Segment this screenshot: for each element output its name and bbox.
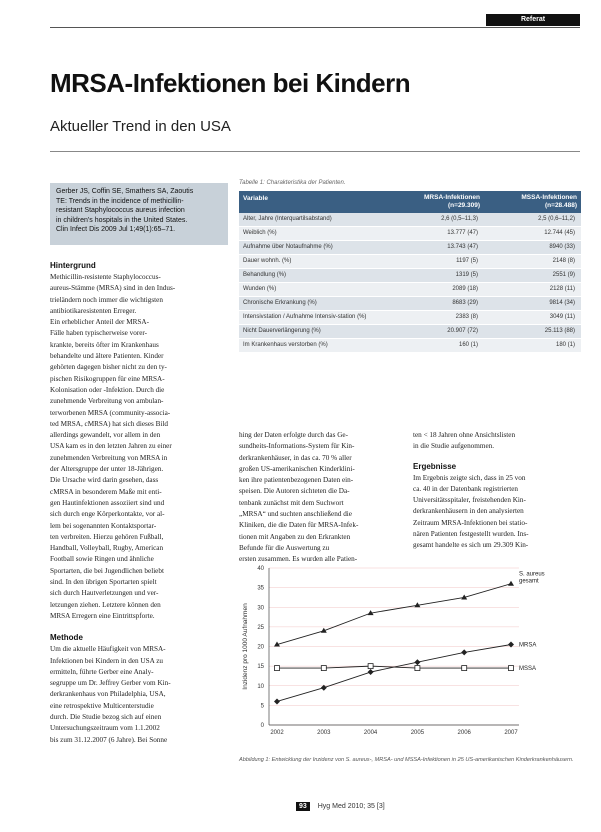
text-line: Um die aktuelle Häufigkeit von MRSA- [50,645,166,654]
text-line: nären Patienten festgestellt wurden. Ins- [413,530,529,539]
reference-line: resistant Staphylococcus aureus infection [56,207,185,214]
x-tick-label: 2007 [504,730,518,736]
patient-table [239,191,581,353]
section-heading: Methode [50,633,83,643]
title-rule [50,151,580,152]
page-number: 93 [296,802,310,811]
text-line: ca. 40 in der Datenbank registrierten [413,484,518,493]
table-cell: Intensivstation / Aufnahme Intensiv-station (%) [243,314,367,320]
data-point [275,666,280,671]
table-row [239,297,581,311]
table-cell: 2128 (11) [549,286,575,292]
table-cell: 13.743 (47) [447,244,478,250]
text-line: Fälle haben typischerweise vorer- [50,329,148,338]
data-point [321,666,326,671]
table-cell: 9814 (34) [549,300,575,306]
table-cell: 25.113 (88) [544,328,575,334]
series-label: gesamt [519,578,539,585]
series-label: MRSA [519,642,537,649]
reference-line: Gerber JS, Coffin SE, Smathers SA, Zaoutis [56,188,194,195]
text-line: USA kam es in den letzten Jahren zu einer [50,442,172,451]
text-line: aureus-Stämme (MRSA) sind in den Indus- [50,284,176,293]
chart-svg [239,560,581,750]
text-line: Kolonisation oder -Infektion. Durch die [50,385,165,394]
table-cell: 2383 (8) [455,314,478,320]
text-line: pischen Risikogruppen für eine MRSA- [50,374,165,383]
y-tick-label: 10 [257,683,264,690]
table-row [239,227,581,241]
y-tick-label: 5 [260,703,264,710]
table-cell: Aufnahme über Notaufnahme (%) [243,244,333,250]
text-line: Kliniken, die die Daten für MRSA-Infek- [239,521,359,530]
data-point [274,698,280,704]
text-line: sundheits-Informations-System für Kin- [239,442,355,451]
text-line: derkrankenhäuser, in das ca. 70 % aller [239,453,352,462]
text-line: antibiotikaresistenten Erreger. [50,306,137,315]
text-line: Ein erheblicher Anteil der MRSA- [50,318,150,327]
text-line: MRSA Erregern eine Eintrittspforte. [50,611,155,620]
y-tick-label: 0 [260,723,264,729]
text-line: Im Ergebnis zeigte sich, dass in 25 von [413,473,526,482]
table-header-cell: MSSA-Infektionen (n=28.488) [521,194,577,209]
chart-caption: Abbildung 1: Entwicklung der Inzidenz von S. aureus-, MRSA- und MSSA-Infektionen in 25 US-amerikanischen Kinderkrankenhäusern. [239,757,574,763]
text-line: Infektionen bei Kindern in den USA zu [50,656,163,665]
series-line [277,645,511,702]
text-line: Universitätsspitaler, freistehenden Kin- [413,496,526,505]
text-line: krankte, bereits öfter im Krankenhaus [50,340,159,349]
text-line: sind. In den übrigen Sportarten spielt [50,578,157,587]
data-point [368,669,374,675]
section-body [50,272,228,622]
text-line: großen US-amerikanischen Kinderklini- [239,464,355,473]
table-cell: 2148 (8) [552,258,575,264]
text-line: terworbenen MRSA (community-associa- [50,408,171,417]
text-line: ken ihre patientenbezogenen Daten ein- [239,476,354,485]
table-row [239,213,581,227]
table-cell: Im Krankenhaus verstorben (%) [243,342,328,348]
text-line: eine retrospektive Multicenterstudie [50,701,154,710]
table-cell: 12.744 (45) [544,230,575,236]
table-cell: 160 (1) [458,342,478,348]
article-subtitle: Aktueller Trend in den USA [50,118,231,135]
table-row [239,339,581,353]
text-line: „MRSA“ und suchten anschließend die [239,510,352,519]
x-tick-label: 2003 [317,730,331,736]
table-cell: 2,5 (0,6–11,2) [538,216,575,222]
middle-column [239,430,404,566]
text-line: zunehmenden Verbreitung von MRSA in [50,453,168,462]
table-row [239,325,581,339]
table-caption: Tabelle 1: Charakteristika der Patienten. [239,180,346,186]
text-line: zunehmende Verbreitung von ambulan- [50,397,164,406]
section-body [50,644,228,746]
table-cell: Chronische Erkrankung (%) [243,300,317,306]
reference-box [50,183,228,245]
text-line: hing der Daten erfolgte durch das Ge- [239,431,348,439]
left-column [50,260,228,746]
text-line: Sportarten, die bei Jugendlichen beliebt [50,566,164,575]
data-point [462,666,467,671]
data-point [368,664,373,669]
y-tick-label: 40 [257,566,264,572]
y-tick-label: 35 [257,585,264,592]
table-header [239,191,581,213]
text-line: Handball, Volleyball, Rugby, American [50,544,164,553]
text-line: gesamt handelte es sich um 29.309 Kin- [413,541,529,550]
text-line: allerdings gewandelt, vor allem in den [50,431,161,440]
table-header-cell: MRSA-Infektionen (n=29.309) [424,194,480,209]
table-cell: Behandlung (%) [243,272,287,278]
text-line: trieländern noch immer die wichtigsten [50,295,163,304]
table-row [239,283,581,297]
text-line: sich durch Hautverletzungen und ver- [50,589,159,598]
section-heading: Hintergrund [50,261,96,270]
x-tick-label: 2006 [457,730,471,736]
data-point [414,659,420,665]
data-point [508,581,514,586]
text-line: Zeitraum MRSA-Infektionen bei statio- [413,518,528,527]
text-line: ten < 18 Jahren ohne Ansichtslisten [413,431,516,439]
table-row [239,311,581,325]
text-line: ten verbreiten. Hierzu gehören Fußball, [50,532,164,541]
table-body [239,213,581,353]
text-line: gen Hautinfektionen assoziiert sind und [50,498,165,507]
table-row [239,241,581,255]
table-cell: 2089 (18) [452,286,478,292]
incidence-chart [239,560,581,750]
article-title: MRSA-Infektionen bei Kindern [50,68,411,98]
text-line: ersten zusammen. Es wurden alle Patien- [239,555,358,564]
y-axis-label: Inzidenz pro 1000 Aufnahmen [242,603,249,690]
data-point [461,649,467,655]
text-line: tenbank zunächst mit dem Suchwort [239,498,344,507]
text-line: in die Studie aufgenommen. [413,442,495,451]
data-point [415,666,420,671]
reference-line: Clin Infect Dis 2009 Jul 1;49(1):65–71. [56,226,176,233]
reference-line: in children's hospitals in the United States. [56,216,188,224]
header-rule [50,27,580,28]
x-tick-label: 2002 [270,730,284,736]
table-cell: Nicht Dauerverlängerung (%) [243,328,321,334]
text-line: tionen mit Angaben zu den Erkrankten [239,532,351,541]
text-line: ermitteln, führte Gerber eine Analy- [50,667,154,676]
x-tick-label: 2004 [363,730,378,736]
series-line [277,584,511,645]
text-line: bis zum 31.12.2007 (6 Jahre). Bei Sonne [50,735,168,744]
text-line: Football sowie Ringen und ähnliche [50,555,154,564]
right-column-text [413,473,581,552]
text-line: der Altersgruppe der unter 18-Jährigen. [50,465,164,474]
table-cell: Weiblich (%) [243,230,277,236]
text-line: ted MRSA, cMRSA) hat sich dieses Bild [50,419,168,428]
table-cell: 2,6 (0,5–11,3) [441,216,478,222]
series-label: S. aureus [519,571,545,578]
table-header-cell: Variable [243,195,268,202]
text-line: Methicillin-resistente Staphylococcus- [50,273,161,281]
table-cell: 3049 (11) [549,314,575,320]
text-line: sich durch enge Körperkontakte, vor al- [50,510,165,519]
text-line: lem bei sogenannten Kontaktsportar- [50,521,157,530]
table-row [239,255,581,269]
series-label: MSSA [519,666,537,673]
text-line: segruppe um Dr. Jeffrey Gerber vom Kin- [50,679,171,688]
table-row [239,269,581,283]
table-cell: 20.907 (72) [447,328,478,334]
text-line: derkrankenhaus von Philadelphia, USA, [50,690,166,699]
page-footer [296,803,385,810]
text-line: derkrankenhäusern in den analysierten [413,507,524,516]
table-cell: 180 (1) [555,342,575,348]
text-line: Untersuchungszeitraum vom 1.1.2002 [50,724,160,733]
y-tick-label: 25 [257,624,264,631]
table-cell: 8940 (33) [549,244,575,250]
text-line: Befunde für die Auswertung zu [239,543,330,552]
text-line: gehörten dagegen bisher nicht zu den ty- [50,363,167,372]
text-line: behandelte und ältere Patienten. Kinder [50,352,164,361]
section-tag: Referat [486,14,580,26]
table-cell: 2551 (9) [552,272,575,278]
right-column [413,430,581,552]
section-heading: Ergebnisse [413,461,457,471]
table-cell: 8683 (29) [452,300,478,306]
table-cell: Dauer wohnh. (%) [243,258,292,264]
journal-citation: Hyg Med 2010; 35 [3] [317,803,385,810]
table-cell: Wunden (%) [243,286,277,292]
y-tick-label: 30 [257,605,264,612]
table-cell: Alter, Jahre (Interquartilsabstand) [243,216,332,222]
text-line: durch. Die Studie bezog sich auf einen [50,712,162,721]
data-point [509,666,514,671]
right-column-text [413,430,581,453]
y-tick-label: 15 [257,664,264,671]
text-line: cMRSA in besonderem Maße mit enti- [50,487,162,496]
table-cell: 13.777 (47) [447,230,478,236]
y-tick-label: 20 [257,644,264,651]
text-line: letzungen ziehen. Letztere können den [50,600,161,609]
text-line: Die Ursache wird darin gesehen, dass [50,476,159,485]
text-line: speisen. Die Autoren sichteten die Da- [239,487,350,496]
reference-line: TE: Trends in the incidence of methicillin- [56,197,184,205]
x-tick-label: 2005 [410,730,425,736]
middle-column-text [239,430,404,566]
table-cell: 1319 (5) [455,272,478,278]
table-cell: 1197 (5) [456,258,478,264]
